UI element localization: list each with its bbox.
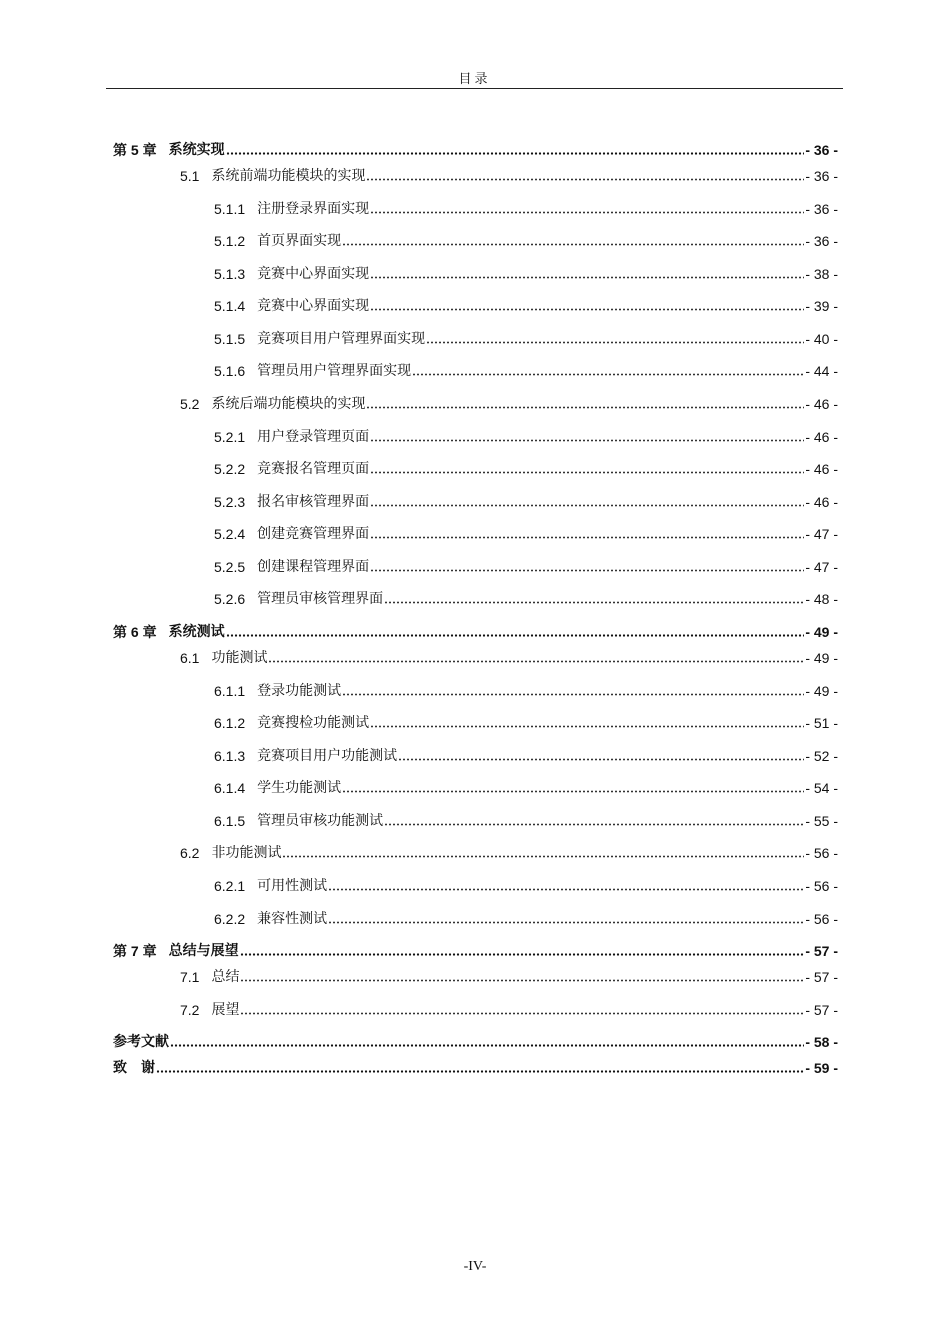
toc-entry[interactable] [113,1059,838,1077]
dot-leader [268,660,804,663]
toc-entry-number: 5.2.5 [214,559,246,575]
toc-entry-number: 第 6 章 [113,624,157,640]
toc-entry[interactable] [214,558,838,576]
dot-leader [412,373,804,376]
toc-entry[interactable] [214,232,838,250]
toc-entry[interactable] [180,1001,838,1019]
dot-leader [370,439,804,442]
toc-entry-title: 系统后端功能模块的实现 [211,396,366,412]
toc-entry-number: 5.2 [180,396,200,412]
toc-entry-page: - 44 - [805,363,838,379]
toc-entry-title: 管理员用户管理界面实现 [257,363,412,379]
toc-entry-page: - 46 - [805,429,838,445]
toc-entry-page: - 36 - [805,201,838,217]
toc-entry[interactable] [214,428,838,446]
toc-entry-number: 6.1.1 [214,683,246,699]
toc-entry-page: - 36 - [805,168,838,184]
toc-entry-page: - 56 - [805,911,838,927]
toc-entry-page: - 40 - [805,331,838,347]
toc-entry[interactable] [180,968,838,986]
dot-leader [240,979,804,982]
toc-entry-page: - 57 - [805,1002,838,1018]
toc-entry-page: - 49 - [805,650,838,666]
toc-entry-page: - 54 - [805,780,838,796]
dot-leader [384,601,804,604]
dot-leader [226,152,805,155]
dot-leader [370,725,804,728]
toc-entry[interactable] [180,844,838,862]
toc-entry-page: - 38 - [805,266,838,282]
dot-leader [426,341,804,344]
toc-entry-number: 5.1.3 [214,266,246,282]
dot-leader [370,504,804,507]
toc-entry-page: - 47 - [805,559,838,575]
toc-entry-page: - 46 - [805,461,838,477]
toc-entry-number: 6.1.2 [214,715,246,731]
toc-entry-title: 竞赛中心界面实现 [257,266,370,282]
toc-entry[interactable] [214,493,838,511]
toc-entry-number: 第 7 章 [113,943,157,959]
toc-entry-number: 6.1 [180,650,200,666]
toc-entry-number: 7.2 [180,1002,200,1018]
toc-entry-title: 功能测试 [211,650,268,666]
toc-entry-number: 5.2.1 [214,429,246,445]
toc-entry-page: - 55 - [805,813,838,829]
dot-leader [370,276,804,279]
toc-entry-page: - 47 - [805,526,838,542]
toc-entry-title: 管理员审核管理界面 [257,591,384,607]
toc-entry-number: 6.1.3 [214,748,246,764]
toc-entry-number: 5.1.5 [214,331,246,347]
toc-entry[interactable] [214,265,838,283]
toc-entry-page: - 46 - [805,396,838,412]
dot-leader [370,569,804,572]
dot-leader [398,758,804,761]
dot-leader [170,1044,804,1047]
toc-entry[interactable] [113,623,838,641]
dot-leader [240,953,805,956]
dot-leader [342,790,804,793]
toc-entry-title: 竞赛搜检功能测试 [257,715,370,731]
dot-leader [342,243,804,246]
dot-leader [328,921,804,924]
toc-entry-title: 兼容性测试 [257,911,328,927]
toc-entry[interactable] [180,649,838,667]
toc-entry-title: 注册登录界面实现 [257,201,370,217]
toc-entry-page: - 57 - [805,969,838,985]
toc-entry[interactable] [113,1033,838,1051]
toc-entry[interactable] [180,395,838,413]
toc-entry-page: - 58 - [805,1034,838,1050]
page-number: -IV- [463,1259,487,1274]
toc-entry-title: 总结 [211,969,240,985]
toc-entry-title: 系统实现 [168,142,225,158]
toc-entry-page: - 59 - [805,1060,838,1076]
toc-entry-title: 致 谢 [113,1060,155,1076]
toc-entry-number: 5.1.4 [214,298,246,314]
toc-entry-title: 用户登录管理页面 [257,429,370,445]
toc-entry[interactable] [214,525,838,543]
toc-entry[interactable] [214,682,838,700]
toc-entry-page: - 51 - [805,715,838,731]
dot-leader [370,536,804,539]
toc-entry-title: 参考文献 [113,1034,169,1050]
toc-entry-number: 第 5 章 [113,142,157,158]
toc-entry-page: - 36 - [805,142,838,158]
toc-entry-number: 5.1.1 [214,201,246,217]
toc-entry-number: 5.2.4 [214,526,246,542]
toc-entry-title: 学生功能测试 [257,780,342,796]
toc-entry-number: 6.2.2 [214,911,246,927]
dot-leader [282,855,804,858]
toc-entry-number: 7.1 [180,969,200,985]
toc-entry[interactable] [214,877,838,895]
toc-entry-page: - 36 - [805,233,838,249]
toc-entry[interactable] [180,167,838,185]
toc-entry-number: 5.1.6 [214,363,246,379]
toc-entry-title: 竞赛中心界面实现 [257,298,370,314]
dot-leader [328,888,804,891]
toc-entry-number: 5.2.3 [214,494,246,510]
toc-entry-number: 5.2.6 [214,591,246,607]
toc-entry-number: 6.1.5 [214,813,246,829]
toc-entry-title: 系统测试 [168,624,225,640]
toc-entry[interactable] [214,714,838,732]
dot-leader [240,1012,804,1015]
toc-entry[interactable] [113,141,838,159]
dot-leader [366,178,804,181]
toc-entry-title: 首页界面实现 [257,233,342,249]
toc-entry-page: - 46 - [805,494,838,510]
dot-leader [342,693,804,696]
toc-entry[interactable] [214,747,838,765]
toc-entry-page: - 49 - [805,683,838,699]
dot-leader [156,1070,804,1073]
toc-entry[interactable] [214,460,838,478]
toc-entry-title: 竞赛项目用户功能测试 [257,748,398,764]
toc-entry-number: 5.1 [180,168,200,184]
toc-entry-number: 5.1.2 [214,233,246,249]
toc-entry-title: 展望 [211,1002,240,1018]
toc-entry-title: 可用性测试 [257,878,328,894]
toc-entry[interactable] [214,779,838,797]
toc-entry-title: 报名审核管理界面 [257,494,370,510]
toc-entry-page: - 57 - [805,943,838,959]
toc-entry[interactable] [214,200,838,218]
toc-entry-page: - 56 - [805,845,838,861]
dot-leader [370,308,804,311]
toc-entry-number: 6.2.1 [214,878,246,894]
toc-entry-number: 6.1.4 [214,780,246,796]
toc-entry[interactable] [214,812,838,830]
toc-entry-page: - 49 - [805,624,838,640]
dot-leader [384,823,804,826]
toc-entry-page: - 56 - [805,878,838,894]
toc-entry[interactable] [113,942,838,960]
toc-entry-title: 系统前端功能模块的实现 [211,168,366,184]
toc-entry-title: 非功能测试 [211,845,282,861]
toc-entry-title: 创建课程管理界面 [257,559,370,575]
dot-leader [370,211,804,214]
toc-entry-title: 总结与展望 [168,943,239,959]
toc-entry[interactable] [214,910,838,928]
dot-leader [366,406,804,409]
toc-entry[interactable] [214,297,838,315]
toc-entry-title: 竞赛项目用户管理界面实现 [257,331,426,347]
toc-entry-page: - 39 - [805,298,838,314]
dot-leader [370,471,804,474]
toc-entry-title: 管理员审核功能测试 [257,813,384,829]
toc-entry[interactable] [214,362,838,380]
toc-entry-title: 创建竞赛管理界面 [257,526,370,542]
dot-leader [226,634,805,637]
toc-entry-number: 5.2.2 [214,461,246,477]
toc-entry-page: - 52 - [805,748,838,764]
toc-entry-number: 6.2 [180,845,200,861]
toc-entry[interactable] [214,590,838,608]
toc-entry[interactable] [214,330,838,348]
toc-entry-title: 竞赛报名管理页面 [257,461,370,477]
toc-entry-title: 登录功能测试 [257,683,342,699]
toc-entry-page: - 48 - [805,591,838,607]
page-header-title: 目录 [458,72,491,87]
